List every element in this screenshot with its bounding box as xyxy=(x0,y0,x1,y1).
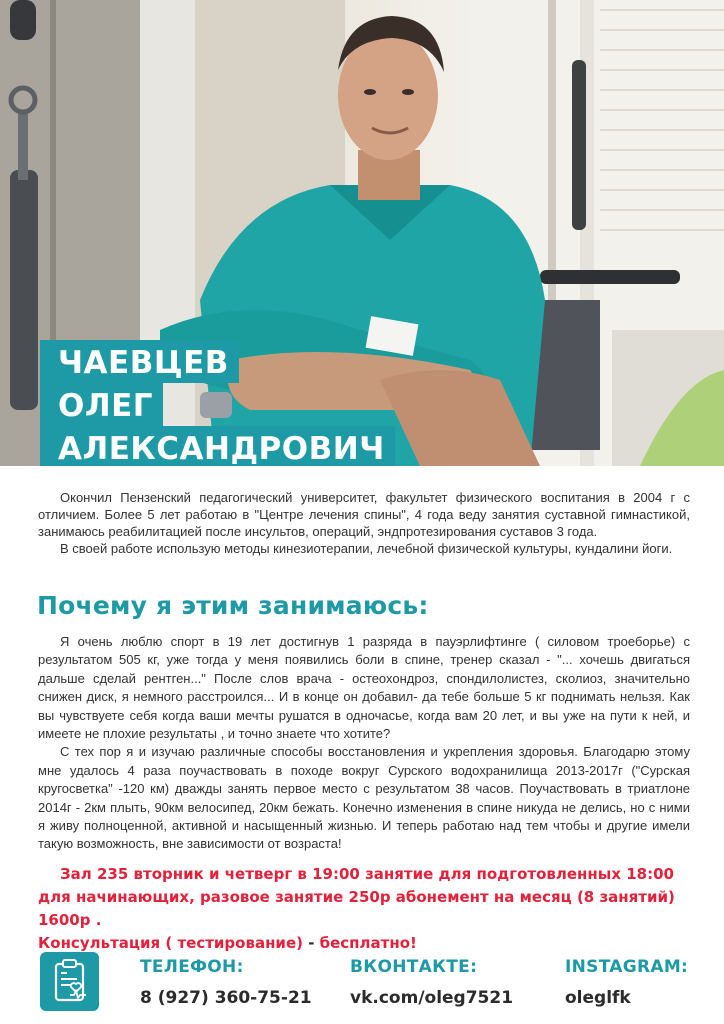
phone-value[interactable]: 8 (927) 360-75-21 xyxy=(140,988,312,1008)
contact-instagram xyxy=(565,957,688,1008)
name-line-first-name: ОЛЕГ xyxy=(40,383,163,426)
consultation-dash: - xyxy=(302,934,320,952)
bio-paragraph: Окончил Пензенский педагогический университет, факультет физического воспитания в 2004 г с отличием. Более 5 лет работаю в "Центре лечения спины", 4 года веду занятия суставной гимнастикой, занимаюсь реабилитацией после инсультов, операций, эндпротезирования суставов 3 года. xyxy=(38,490,690,539)
schedule-text: Зал 235 вторник и четверг в 19:00 занятие для подготовленных 18:00 для начинающих, разовое занятие 250р абонемент на месяц (8 занятий) 1600р . xyxy=(38,865,675,929)
instagram-label: INSTAGRAM: xyxy=(565,957,689,977)
name-line-surname: ЧАЕВЦЕВ xyxy=(40,340,239,383)
phone-label: ТЕЛЕФОН: xyxy=(140,957,244,977)
bio-paragraph: В своей работе использую методы кинезиотерапии, лечебной физической культуры, кундалини йоги. xyxy=(60,541,673,556)
schedule-block xyxy=(38,863,698,955)
name-line-patronymic: АЛЕКСАНДРОВИЧ xyxy=(40,426,395,466)
story-section xyxy=(38,633,690,854)
section-title: Почему я этим занимаюсь: xyxy=(37,591,429,620)
consultation-label: Консультация ( тестирование) xyxy=(38,934,303,952)
consultation-line xyxy=(38,932,698,955)
vk-link[interactable]: vk.com/oleg7521 xyxy=(350,988,514,1008)
story-paragraph: Я очень люблю спорт в 19 лет достигнув 1 разряда в пауэрлифтинге ( силовом троеборье) с результатом 505 кг, уже тогда у меня появились боли в спине, тренер сказал - "... хочешь двигаться дальше сделай рентген..." После слов врача - остеохондроз, спондилолистез, сколиоз, значительно снижен диск, я немного расстроился... И в конце он добавил- да тебе больше 5 кг поднимать нельзя. Как вы чувствуете себя когда ваши мечты рушатся в одночасье, когда вам 20 лет, и вы уже на пути к ней, и имеете не плохие результаты , и точно знаете что хотите? xyxy=(38,634,690,742)
consultation-price: бесплатно! xyxy=(319,934,417,952)
medical-clipboard-icon xyxy=(40,952,99,1011)
contact-phone xyxy=(140,957,312,1008)
doctor-name-block xyxy=(40,340,395,466)
contact-vk xyxy=(350,957,513,1008)
instagram-link[interactable]: oleglfk xyxy=(565,988,631,1008)
bio-section xyxy=(38,489,690,557)
story-paragraph: С тех пор я и изучаю различные способы восстановления и укрепления здоровья. Благодарю этому мне удалось 4 раза поучаствовать в походе вокруг Сурского водохранилища 2013-2017г ("Сурская кругосветка" -120 км) дважды занять первое место с результатом 38 часов. Поучаствовать в триатлоне 2014г - 2км плыть, 90км велосипед, 20км бежать. Конечно изменения в спине никуда не делись, но с ними я живу полноценной, активной и насыщенный жизнью. И теперь работаю над тем чтобы и другие имели такую возможность, вне зависимости от возраста! xyxy=(38,744,690,852)
vk-label: ВКОНТАКТЕ: xyxy=(350,957,478,977)
header-photo xyxy=(0,0,724,466)
